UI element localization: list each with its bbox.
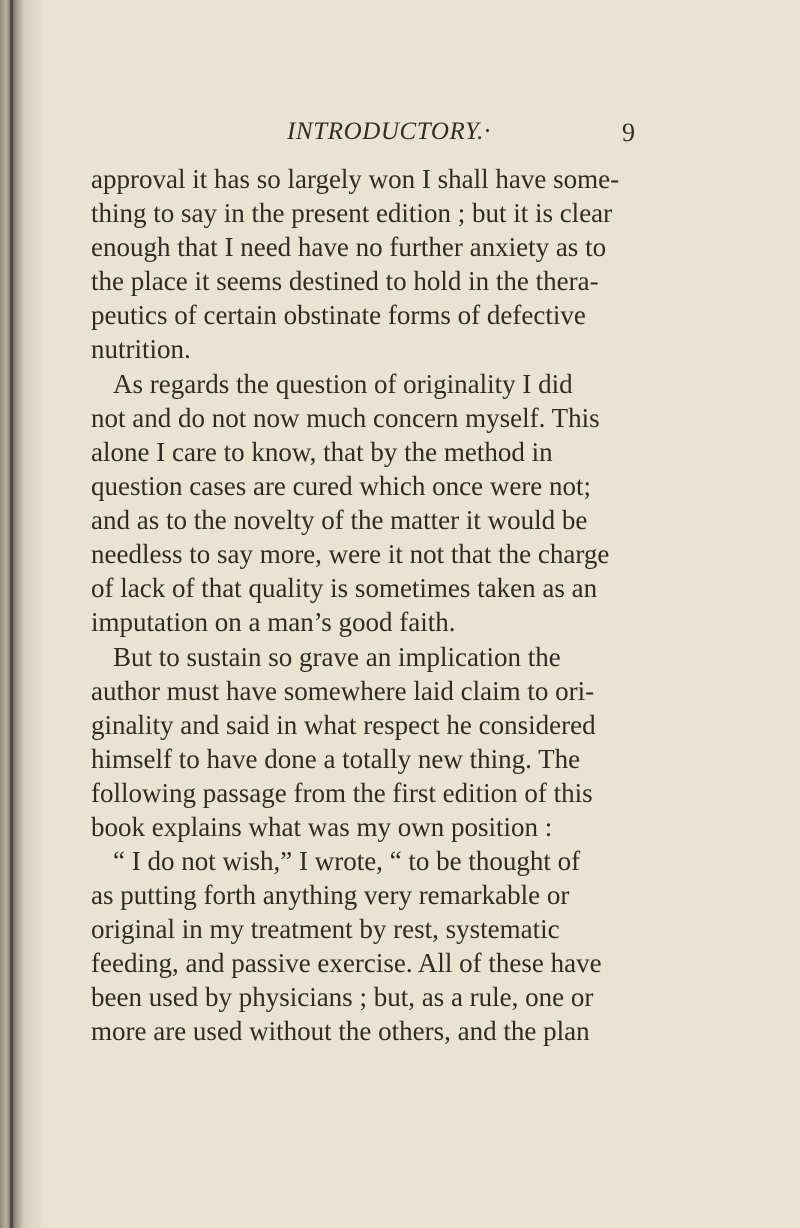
text-line-20: book explains what was my own position : — [91, 812, 553, 842]
running-head: INTRODUCTORY.· — [287, 118, 491, 145]
text-line-24: feeding, and passive exercise. All of these have — [91, 948, 602, 978]
text-line-2: thing to say in the present edition ; but it is clear — [91, 198, 613, 228]
text-line-17: ginality and said in what respect he considered — [91, 710, 596, 740]
book-binding-edge — [0, 0, 42, 1228]
text-line-19: following passage from the first edition of this — [91, 778, 593, 808]
text-line-26: more are used without the others, and the plan — [91, 1016, 590, 1046]
text-line-18: himself to have done a totally new thing. The — [91, 744, 581, 774]
text-line-15: But to sustain so grave an implication the — [113, 642, 561, 672]
text-line-22: as putting forth anything very remarkable or — [91, 880, 570, 910]
text-line-10: question cases are cured which once were not; — [91, 471, 592, 501]
text-line-7: As regards the question of originality I did — [113, 369, 573, 399]
text-line-13: of lack of that quality is sometimes taken as an — [91, 573, 598, 603]
text-line-8: not and do not now much concern myself. This — [91, 403, 600, 433]
text-line-4: the place it seems destined to hold in the thera- — [91, 266, 599, 296]
text-line-6: nutrition. — [91, 334, 191, 364]
text-line-16: author must have somewhere laid claim to ori- — [91, 676, 595, 706]
text-line-12: needless to say more, were it not that the charge — [91, 539, 610, 569]
text-line-11: and as to the novelty of the matter it would be — [91, 505, 588, 535]
binding-shadow-line — [10, 0, 13, 1228]
text-line-1: approval it has so largely won I shall have some- — [91, 164, 620, 194]
book-page — [42, 0, 800, 1228]
page-number: 9 — [622, 118, 635, 147]
text-line-5: peutics of certain obstinate forms of defective — [91, 300, 586, 330]
text-line-21: “ I do not wish,” I wrote, “ to be thought of — [113, 846, 581, 876]
text-line-23: original in my treatment by rest, systematic — [91, 914, 560, 944]
text-line-25: been used by physicians ; but, as a rule, one or — [91, 982, 594, 1012]
text-line-14: imputation on a man’s good faith. — [91, 607, 456, 637]
text-line-9: alone I care to know, that by the method in — [91, 437, 553, 467]
page-header — [287, 118, 707, 154]
text-line-3: enough that I need have no further anxiety as to — [91, 232, 607, 262]
